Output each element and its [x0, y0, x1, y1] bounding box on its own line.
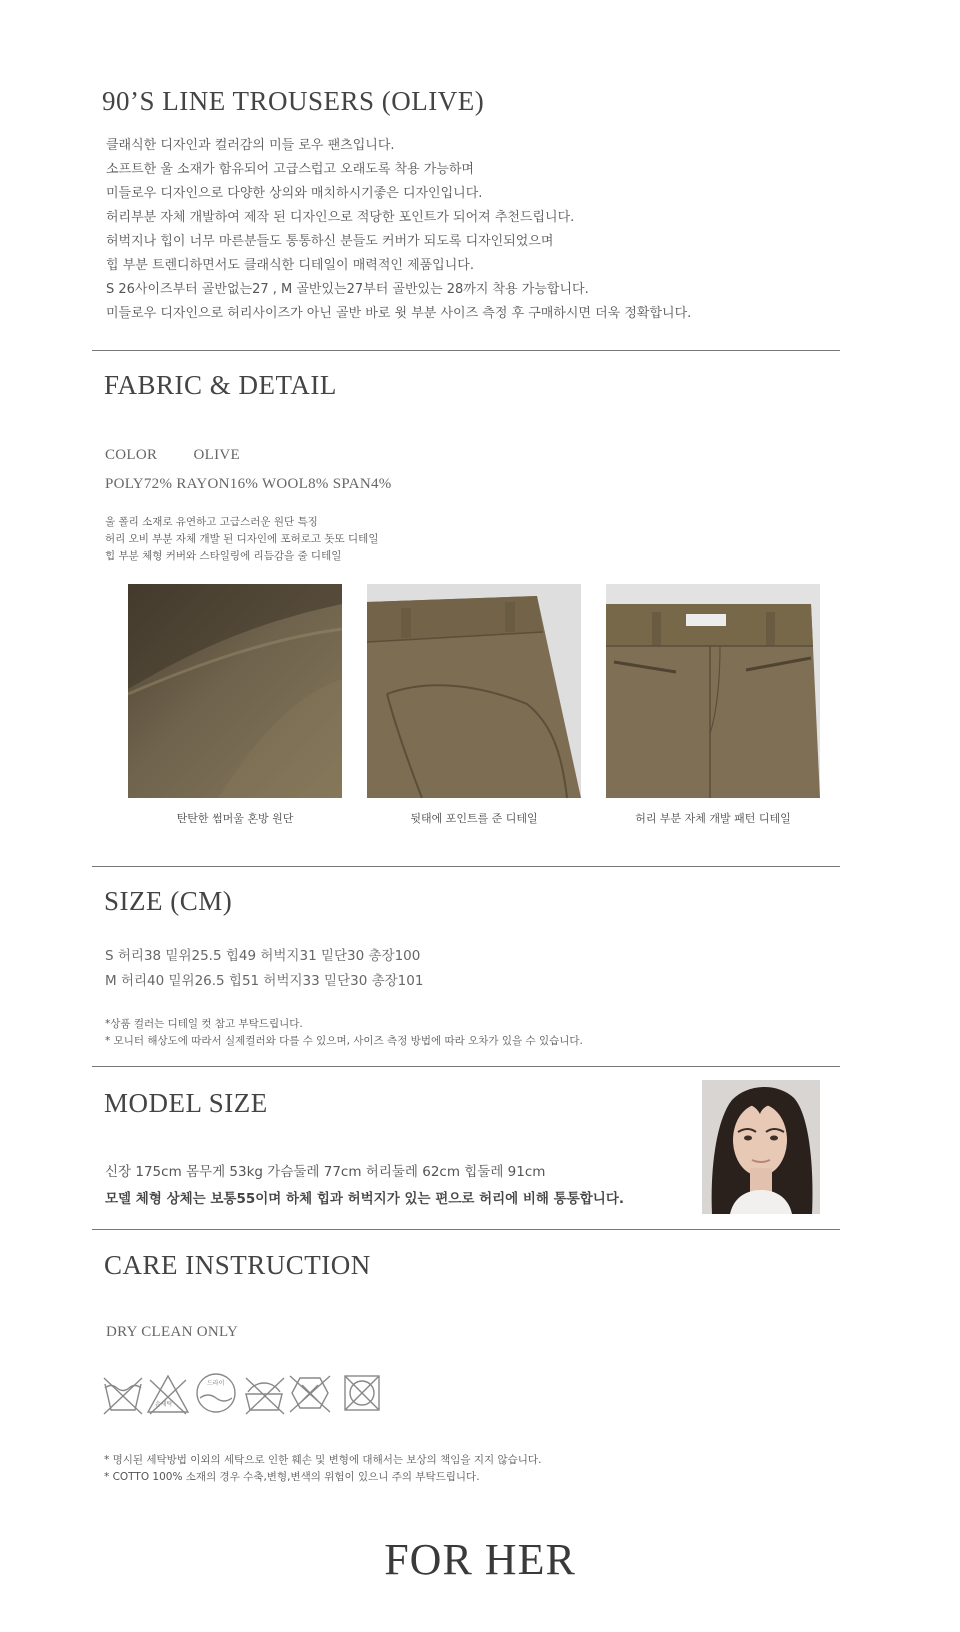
description-line: 허리부분 자체 개발하여 제작 된 디자인으로 적당한 포인트가 되어져 추천드립니다. — [106, 210, 575, 225]
fabric-swatch-photo — [128, 584, 342, 798]
model-stats: 신장 175cm 몸무게 53kg 가슴둘레 77cm 허리둘레 62cm 힙둘레 91cm — [105, 1164, 546, 1180]
no-tumble-dry-icon — [246, 1378, 284, 1414]
size-row-m: M 허리40 밑위26.5 힙51 허벅지33 밑단30 총장101 — [105, 973, 424, 989]
no-bleach-icon — [148, 1376, 188, 1414]
model-photo — [702, 1080, 820, 1214]
size-row-s: S 허리38 밑위25.5 힙49 허벅지31 밑단30 총장100 — [105, 948, 421, 964]
description-line: 미들로우 디자인으로 허리사이즈가 아닌 골반 바로 윗 부분 사이즈 측정 후 구매하시면 더욱 정확합니다. — [106, 306, 692, 321]
model-heading: MODEL SIZE — [104, 1088, 268, 1118]
fabric-note: 울 폴리 소재로 유연하고 고급스러운 원단 특징 — [105, 516, 318, 528]
waist-detail-photo — [606, 584, 820, 798]
care-heading: CARE INSTRUCTION — [104, 1250, 371, 1280]
description-line: S 26사이즈부터 골반없는27 , M 골반있는27부터 골반있는 28까지 착용 가능합니다. — [106, 282, 589, 297]
care-note: * 명시된 세탁방법 이외의 세탁으로 인한 훼손 및 변형에 대해서는 보상의 책임을 지지 않습니다. — [104, 1454, 542, 1466]
product-description — [106, 134, 691, 326]
color-value: OLIVE — [193, 447, 240, 463]
photo-caption: 탄탄한 썸머울 혼방 원단 — [176, 812, 294, 825]
no-wash-icon — [104, 1378, 142, 1414]
fabric-notes — [105, 514, 378, 565]
model-note: 모델 체형 상체는 보통55이며 하체 힙과 허벅지가 있는 편으로 허리에 비해 통통합니다. — [105, 1191, 625, 1207]
back-detail-photo — [367, 584, 581, 798]
section-divider — [92, 1229, 840, 1230]
description-line: 미들로우 디자인으로 다양한 상의와 매치하시기좋은 디자인입니다. — [106, 186, 483, 201]
description-line: 허벅지나 힙이 너무 마른분들도 통통하신 분들도 커버가 되도록 디자인되었으며 — [106, 234, 554, 249]
size-table — [105, 944, 423, 994]
fabric-composition: POLY72% RAYON16% WOOL8% SPAN4% — [105, 476, 392, 492]
size-note: * 모니터 해상도에 따라서 실제컬러와 다를 수 있으며, 사이즈 측정 방법에 따라 오차가 있을 수 있습니다. — [105, 1035, 583, 1047]
brand-logo: FOR HER — [384, 1535, 576, 1584]
color-row — [105, 447, 240, 464]
no-wring-icon — [345, 1376, 379, 1410]
description-line: 소프트한 울 소재가 함유되어 고급스럽고 오래도록 착용 가능하며 — [106, 162, 474, 177]
section-divider — [92, 350, 840, 351]
section-divider — [92, 1066, 840, 1067]
photo-caption: 뒷태에 포인트를 준 디테일 — [410, 812, 538, 825]
product-title: 90’S LINE TROUSERS (OLIVE) — [102, 86, 485, 116]
care-icon-label: 드라이 — [207, 1380, 225, 1387]
section-divider — [92, 866, 840, 867]
care-icons — [102, 1370, 392, 1416]
color-label: COLOR — [105, 447, 158, 463]
size-notes — [105, 1016, 583, 1050]
fabric-note: 허리 오비 부분 자체 개발 된 디자인에 포허로고 돗또 디테일 — [105, 533, 379, 545]
description-line: 힙 부분 트렌디하면서도 클래식한 디테일이 매력적인 제품입니다. — [106, 258, 474, 273]
no-iron-icon — [290, 1376, 330, 1412]
care-note: * COTTO 100% 소재의 경우 수축,변형,변색의 위험이 있으니 주의 부탁드립니다. — [104, 1471, 480, 1483]
size-note: *상품 컬러는 디테일 컷 참고 부탁드립니다. — [105, 1018, 303, 1030]
care-icon-label: 손세탁 — [155, 1401, 173, 1408]
fabric-heading: FABRIC & DETAIL — [104, 370, 337, 400]
fabric-note: 힙 부분 체형 커버와 스타일링에 리듬감을 줄 디테일 — [105, 550, 342, 562]
description-line: 클래식한 디자인과 컬러감의 미들 로우 팬츠입니다. — [106, 138, 395, 153]
care-notes — [104, 1452, 541, 1486]
care-instruction: DRY CLEAN ONLY — [106, 1324, 239, 1340]
photo-caption: 허리 부분 자체 개발 패턴 디테일 — [635, 812, 791, 825]
size-heading: SIZE (CM) — [104, 886, 233, 916]
